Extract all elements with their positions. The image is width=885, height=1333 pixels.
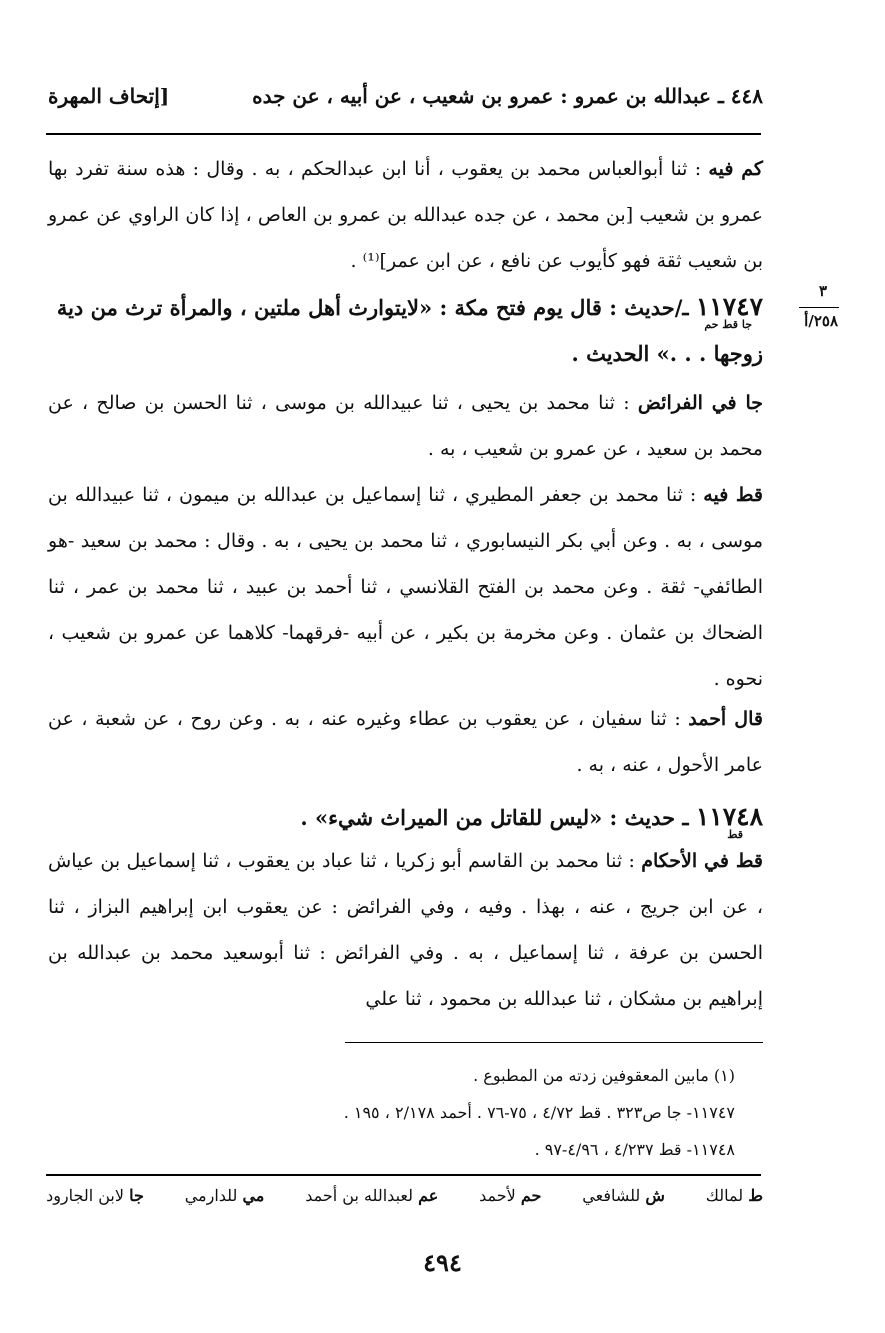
hadith-source-sigla: قط [727,828,743,841]
legend-item [185,1186,265,1205]
legend-item [582,1186,665,1205]
legend-text: لمالك [705,1186,744,1205]
footnotes [344,1057,735,1168]
margin-folio: ٢٥٨/أ [804,312,838,330]
source-abbr: قط فيه [703,484,763,506]
legend-abbr: ط [748,1186,763,1205]
hadith-source-sigla: جا قط حم [704,318,752,331]
legend-text: لعبدالله بن أحمد [305,1186,413,1205]
paragraph-2 [48,380,763,472]
running-header-title: ٤٤٨ ـ عبدالله بن عمرو : عمرو بن شعيب ، عن أبيه ، عن جده [252,84,763,108]
legend-divider [46,1174,761,1176]
paragraph-text: : ثنا محمد بن يحيى ، ثنا عبيدالله بن موسى ، ثنا الحسن بن صالح ، عن محمد بن سعيد ، عن عمرو بن شعيب ، به . [48,392,763,460]
paragraph-text: : ثنا أبوالعباس محمد بن يعقوب ، أنا ابن عبدالحكم ، به . وقال : هذه سنة تفرد بها عمرو بن شعيب [بن محمد ، عن جده عبدالله بن عمرو بن العاص ، إذا كان الراوي عن عمرو بن شعيب ثقة فهو كأيوب عن نافع ، عن ابن عمر]⁽¹⁾ . [48,158,763,272]
footnote-line: (١) مابين المعقوفين زدته من المطبوع . [473,1066,735,1085]
paragraph-5 [48,838,763,1022]
running-header-book: [إتحاف المهرة [48,84,170,108]
margin-divider [799,307,839,308]
source-abbr: قط في الأحكام [641,850,763,872]
paragraph-text: : ثنا سفيان ، عن يعقوب بن عطاء وغيره عنه ، به . وعن روح ، عن شعبة ، عن عامر الأحول ، عنه ، به . [48,708,763,776]
legend-abbr: حم [520,1186,542,1205]
hadith-heading-11748 [48,794,763,841]
legend-item [305,1186,438,1205]
legend-abbr: مي [242,1186,265,1205]
source-abbr: جا في الفرائض [637,392,763,414]
page-number: ٤٩٤ [423,1248,462,1277]
header-divider [46,133,761,135]
hadith-text: ـ حديث : «ليس للقاتل من الميراث شيء» . [300,805,696,830]
footnote-line: ١١٧٤٧- جا ص٣٢٣ . قط ٤/٧٢ ، ٧٥-٧٦ . أحمد ٢/١٧٨ ، ١٩٥ . [343,1103,735,1122]
source-abbr: كم فيه [708,158,763,180]
hadith-text: ـ/حديث : قال يوم فتح مكة : «لايتوارث أهل ملتين ، والمرأة ترث من دية زوجها . . .» الحديث . [56,295,763,366]
legend-text: لأحمد [479,1186,516,1205]
legend-item [46,1186,144,1205]
source-abbr: قال أحمد [688,708,763,730]
legend-abbr: جا [129,1186,144,1205]
legend-item [706,1186,763,1205]
legend-abbr: عم [418,1186,439,1205]
paragraph-4 [48,696,763,788]
legend-text: لابن الجارود [46,1186,125,1205]
paragraph-text: : ثنا محمد بن جعفر المطيري ، ثنا إسماعيل بن عبدالله بن ميمون ، ثنا عبيدالله بن موسى ، به . وعن أبي بكر النيسابوري ، ثنا محمد بن يحيى ، به . وقال : محمد بن سعيد -هو الطائفي- ثقة . وعن محمد بن الفتح القلانسي ، ثنا أحمد بن عبيد ، ثنا محمد بن عمر ، ثنا الضحاك بن عثمان . وعن مخرمة بن بكير ، عن أبيه -فرقهما- كلاهما عن عمرو بن شعيب ، نحوه . [48,484,763,690]
margin-volume: ٣ [818,282,827,300]
hadith-number: ١١٧٤٨ [695,802,763,831]
footnote-divider [345,1042,763,1043]
hadith-heading-11747 [48,284,763,377]
paragraph-1 [48,146,763,284]
footnote-line: ١١٧٤٨- قط ٤/٢٣٧ ، ٤/٩٦-٩٧ . [534,1140,735,1159]
hadith-number: ١١٧٤٧ [695,292,763,321]
legend-text: للدارمي [184,1186,238,1205]
legend-text: للشافعي [582,1186,641,1205]
abbreviation-legend [46,1186,763,1205]
legend-item [479,1186,541,1205]
paragraph-text: : ثنا محمد بن القاسم أبو زكريا ، ثنا عباد بن يعقوب ، ثنا إسماعيل بن عياش ، عن ابن جريج ، عنه ، بهذا . وفيه ، وفي الفرائض : عن يعقوب ابن إبراهيم البزاز ، ثنا الحسن بن عرفة ، ثنا إسماعيل ، به . وفي الفرائض : ثنا أبوسعيد محمد بن عبدالله بن إبراهيم بن مشكان ، ثنا عبدالله بن محمود ، ثنا علي [48,850,763,1010]
legend-abbr: ش [645,1186,665,1205]
paragraph-3 [48,472,763,702]
